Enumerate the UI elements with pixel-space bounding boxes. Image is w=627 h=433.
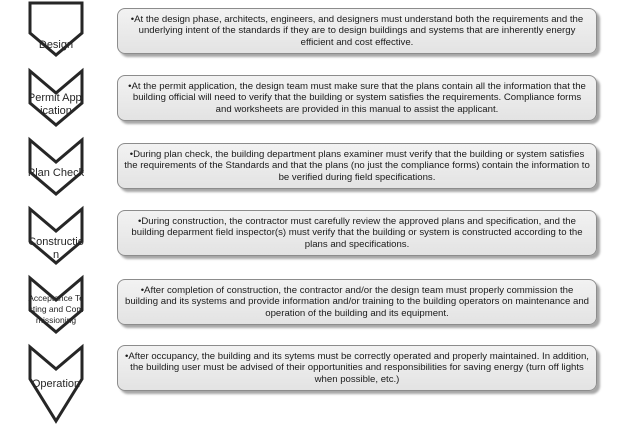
description-text: After completion of construction, the contractor and/or the design team must properly commission the building and its systems and provide information and/or training to the building operators on maintenance and operation of the building and its equipment. xyxy=(125,284,589,319)
description-text: At the design phase, architects, engineers, and designers must understand both the requirements and the underlying intent of the standards if they are to design buildings and systems that are inherently energy efficient and cost effective. xyxy=(134,13,584,48)
step-description-acceptance-testing xyxy=(117,279,597,325)
step-label-permit-application: Permit Application xyxy=(27,92,85,117)
bullet: • xyxy=(138,215,142,227)
description-text: At the permit application, the design team must make sure that the plans contain all the information that the building official will need to verify that the building or system satisfies the requirements. Compliance forms and worksheets are provided in this manual to assist the applicant. xyxy=(131,80,586,115)
description-text: During plan check, the building department plans examiner must verify that the building or system satisfies the requirements of the Standards and that the plans (no just the compliance forms) contain the information to be verified during field specifications. xyxy=(124,148,590,183)
step-label-design: Design xyxy=(38,39,74,51)
step-label-acceptance-testing: Acceptance Testing and Commissioning xyxy=(28,293,84,325)
bullet: • xyxy=(125,350,129,362)
description-text: After occupancy, the building and its sytems must be correctly operated and properly maintained. In addition, the building user must be advised of their opportunities and responsibilities for saving energy (turn off lights when possible, etc.) xyxy=(128,350,589,385)
bullet: • xyxy=(130,13,135,25)
step-label-operation: Operation xyxy=(31,378,81,390)
step-description-operation xyxy=(117,345,597,391)
step-label-construction: Construction xyxy=(28,236,84,261)
step-description-construction xyxy=(117,210,597,256)
step-description-design xyxy=(117,8,597,54)
bullet: • xyxy=(140,284,145,296)
step-description-permit-application xyxy=(117,75,597,121)
description-text: During construction, the contractor must carefully review the approved plans and specification, and the building deparment field inspector(s) must verify that the building or system is constructed according to the plans and specifications. xyxy=(131,215,583,250)
step-label-plan-check: Plan Check xyxy=(27,167,85,179)
step-description-plan-check xyxy=(117,143,597,189)
bullet: • xyxy=(129,148,134,160)
bullet: • xyxy=(128,80,132,92)
